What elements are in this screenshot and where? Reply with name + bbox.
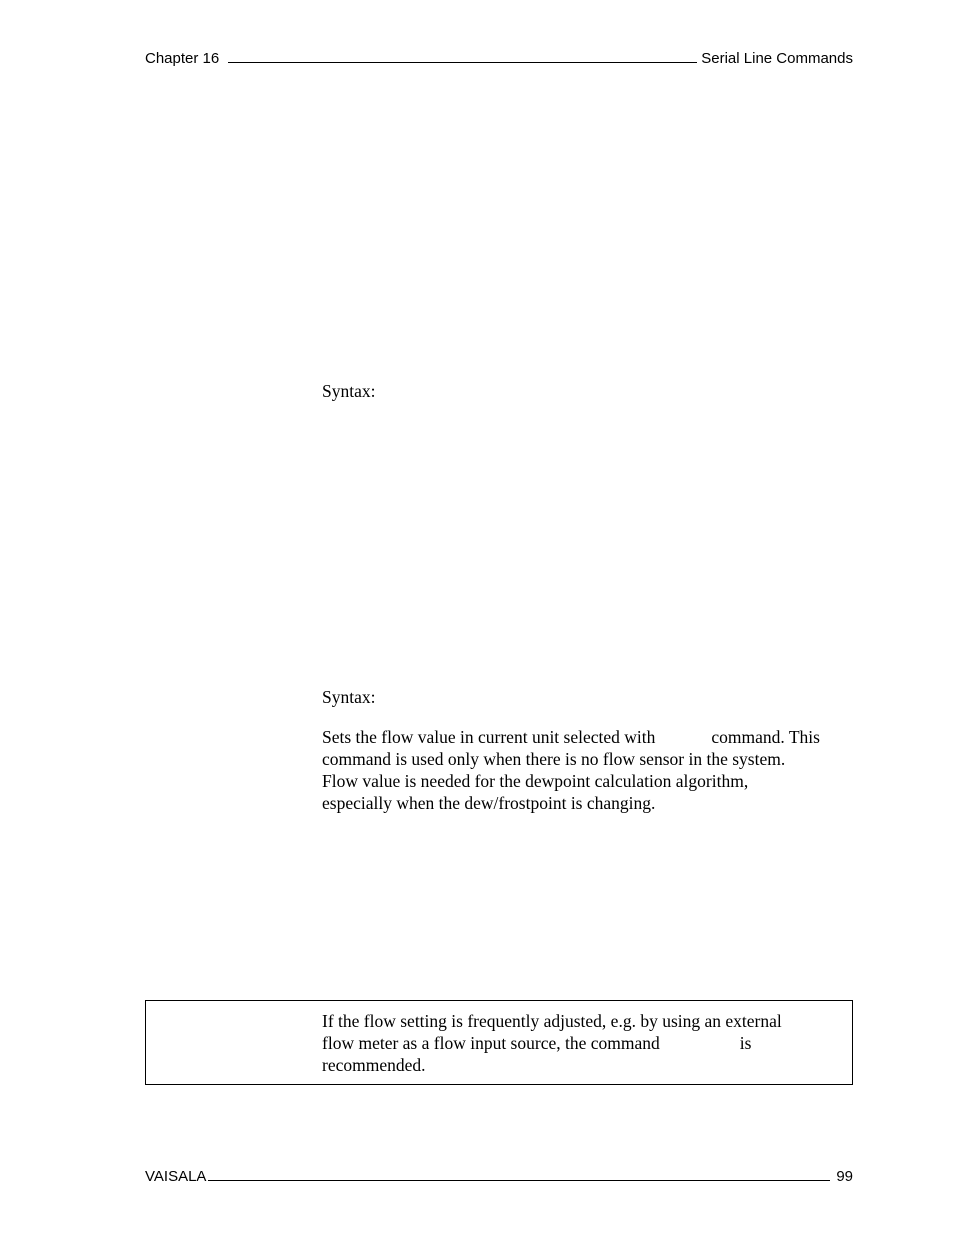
paragraph-line: especially when the dew/frostpoint is changing.	[322, 793, 656, 813]
paragraph-line: command is used only when there is no flow sensor in the system.	[322, 749, 786, 769]
flow-description-paragraph	[322, 726, 862, 814]
syntax-label: Syntax:	[322, 381, 376, 401]
note-line: recommended.	[322, 1055, 426, 1075]
paragraph-line: Flow value is needed for the dewpoint calculation algorithm,	[322, 771, 749, 791]
note-text	[322, 1010, 782, 1076]
chapter-label: Chapter 16	[145, 50, 220, 67]
syntax-label: Syntax:	[322, 687, 376, 707]
section-title: Serial Line Commands	[701, 50, 853, 67]
page-header	[145, 49, 853, 68]
header-rule	[228, 49, 697, 63]
company-name: VAISALA	[145, 1168, 207, 1185]
footer-rule	[208, 1167, 830, 1181]
note-line: If the flow setting is frequently adjusted, e.g. by using an external	[322, 1011, 782, 1031]
note-box	[145, 1000, 853, 1085]
paragraph-line: Sets the flow value in current unit selected with command. This	[322, 727, 820, 747]
note-line: flow meter as a flow input source, the command is	[322, 1033, 752, 1053]
page-footer	[145, 1167, 853, 1186]
page-number: 99	[836, 1168, 853, 1185]
